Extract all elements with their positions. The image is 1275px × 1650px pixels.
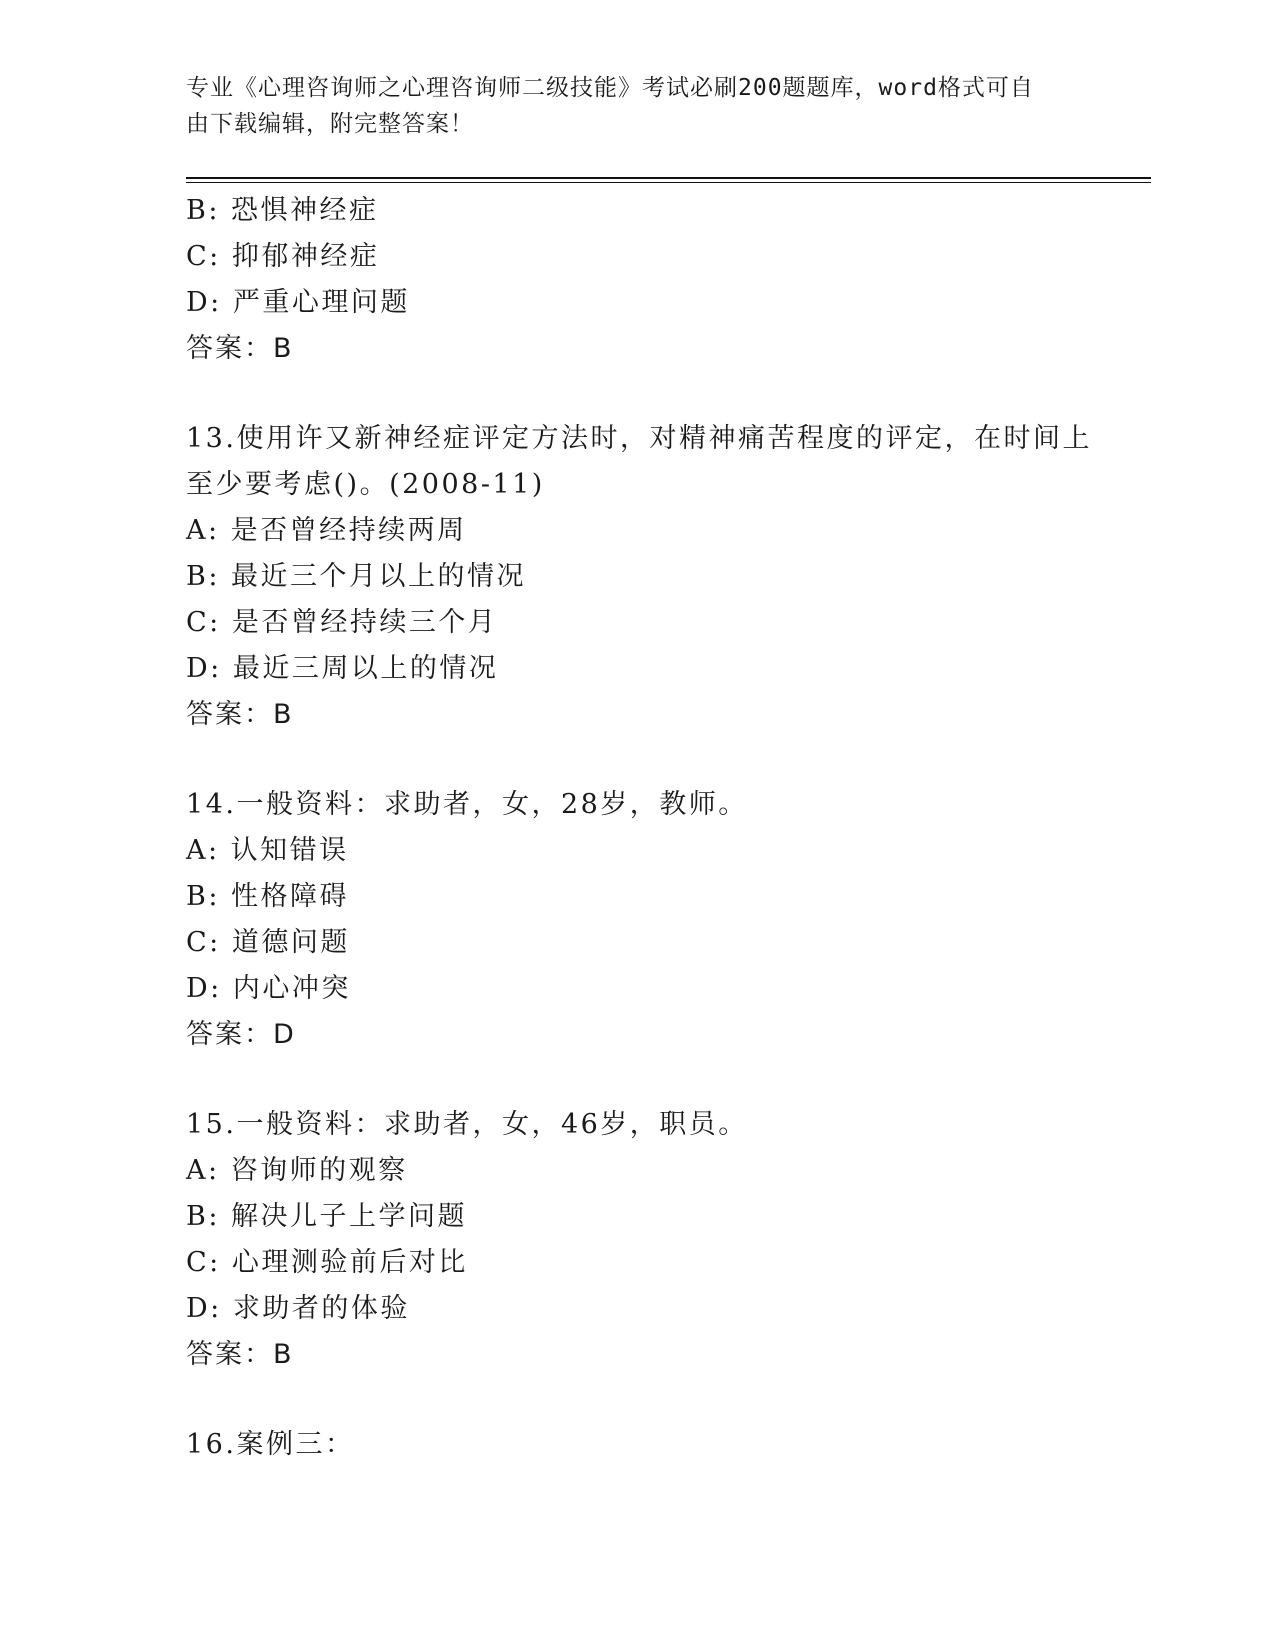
question-12 (186, 188, 1086, 372)
answer: 答案：B (186, 699, 294, 730)
option-a: A: 咨询师的观察 (186, 1155, 408, 1186)
answer: 答案：B (186, 1339, 294, 1370)
question-stem-line-1: 13.使用许又新神经症评定方法时，对精神痛苦程度的评定，在时间上 (186, 423, 1092, 454)
option-b: B: 性格障碍 (186, 881, 350, 912)
option-d: D: 内心冲突 (186, 973, 351, 1004)
answer: 答案：D (186, 1019, 296, 1050)
option-b: B: 最近三个月以上的情况 (186, 561, 527, 592)
answer: 答案：B (186, 333, 294, 364)
header-rule-thick (186, 177, 1151, 179)
option-c: C: 抑郁神经症 (186, 241, 380, 272)
question-stem-line-2: 至少要考虑()。(2008-11) (186, 469, 545, 500)
document-header (186, 70, 1066, 142)
question-16 (186, 1422, 1086, 1468)
option-c: C: 是否曾经持续三个月 (186, 607, 498, 638)
option-c: C: 心理测验前后对比 (186, 1247, 468, 1278)
option-a: A: 认知错误 (186, 835, 349, 866)
option-a: A: 是否曾经持续两周 (186, 515, 467, 546)
option-d: D: 最近三周以上的情况 (186, 653, 499, 684)
question-14 (186, 782, 1086, 1058)
question-stem: 15.一般资料：求助者，女，46岁，职员。 (186, 1109, 748, 1140)
option-d: D: 求助者的体验 (186, 1293, 410, 1324)
option-d: D: 严重心理问题 (186, 287, 410, 318)
question-13 (186, 416, 1092, 738)
option-c: C: 道德问题 (186, 927, 350, 958)
header-line-2: 由下载编辑，附完整答案！ (186, 111, 474, 137)
question-15 (186, 1102, 1086, 1378)
question-list (186, 188, 1092, 1468)
header-rule-thin (186, 182, 1151, 183)
option-b: B: 解决儿子上学问题 (186, 1201, 468, 1232)
question-stem: 16.案例三： (186, 1429, 355, 1460)
question-stem: 14.一般资料：求助者，女，28岁，教师。 (186, 789, 748, 820)
header-line-1: 专业《心理咨询师之心理咨询师二级技能》考试必刷200题题库，word格式可自 (186, 75, 1034, 101)
option-b: B: 恐惧神经症 (186, 195, 379, 226)
